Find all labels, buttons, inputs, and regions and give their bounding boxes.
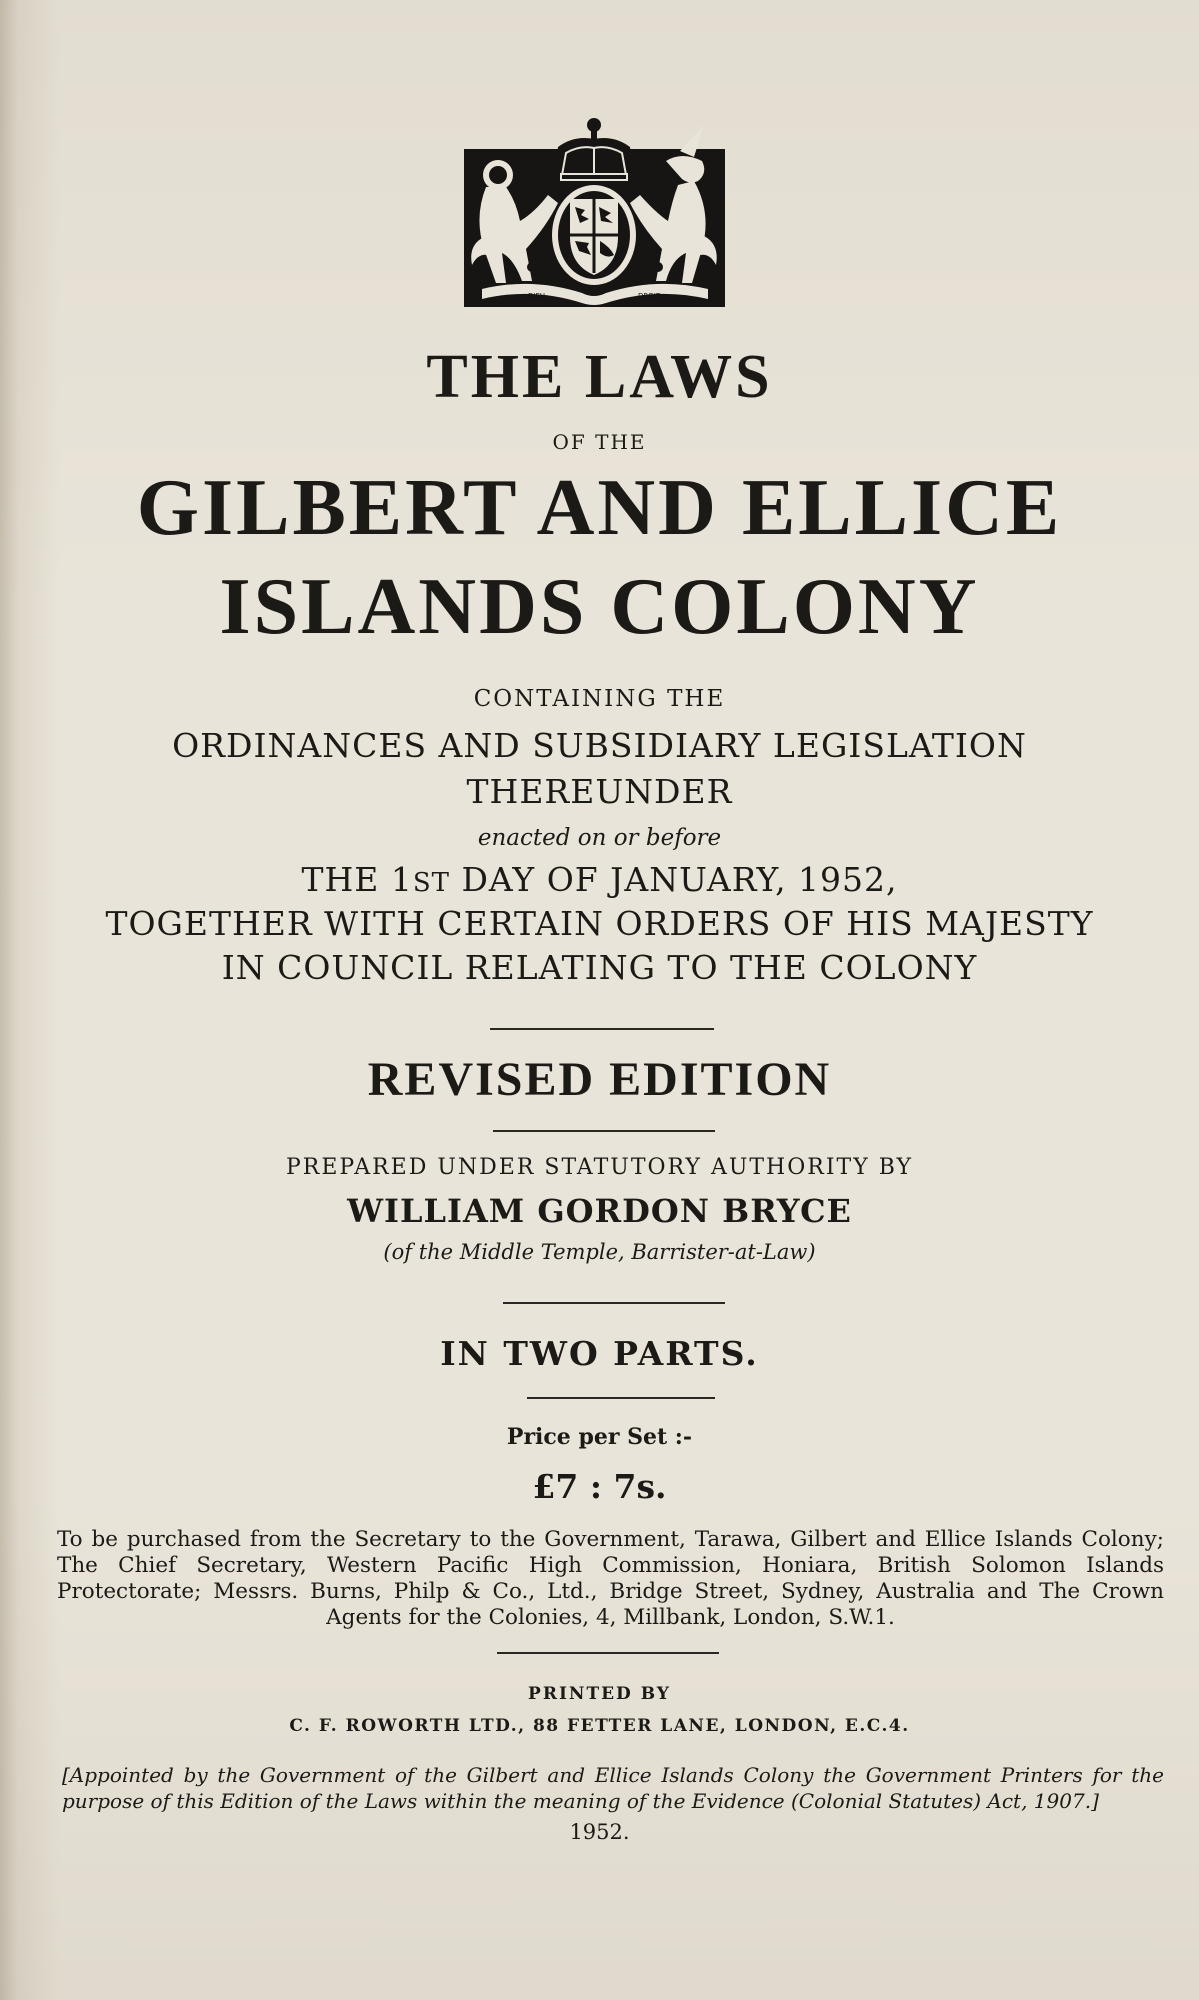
author-name: WILLIAM GORDON BRYCE <box>347 1192 852 1230</box>
printer-name: C. F. ROWORTH LTD., 88 FETTER LANE, LONDON, E.C.4. <box>289 1716 910 1736</box>
date-line <box>0 860 1199 899</box>
parts-line: IN TWO PARTS. <box>440 1334 759 1373</box>
appointment-note: [Appointed by the Government of the Gilbert and Ellice Islands Colony the Government Printers for the purpose of this Edition of the Laws within the meaning of the Evidence (Colonial Statutes) Act, 1907.] <box>62 1763 1164 1813</box>
date-prefix: THE 1 <box>301 860 413 899</box>
price-value: £7 : 7s. <box>532 1467 667 1506</box>
edition-heading: REVISED EDITION <box>367 1053 832 1106</box>
svg-text:DROIT: DROIT <box>638 292 661 300</box>
divider-rule <box>490 1028 714 1030</box>
title-line-2: GILBERT AND ELLICE <box>136 464 1063 552</box>
title-line-1: THE LAWS <box>426 343 773 411</box>
royal-coat-of-arms-icon <box>462 117 727 309</box>
price-label: Price per Set :- <box>506 1424 693 1450</box>
divider-rule <box>497 1652 719 1654</box>
purchase-info: To be purchased from the Secretary to the Government, Tarawa, Gilbert and Ellice Islands Colony; The Chief Secretary, Western Pacific High Commission, Honiara, British Solomon Islands Protectorate; Messrs. Burns, Philp & Co., Ltd., Bridge Street, Sydney, Australia and The Crown Agents for the Colonies, 4, Millbank, London, S.W.1. <box>57 1527 1164 1630</box>
thereunder-line: THEREUNDER <box>466 772 733 811</box>
enacted-line: enacted on or before <box>477 825 722 851</box>
divider-rule <box>503 1302 725 1304</box>
divider-rule <box>493 1130 715 1132</box>
title-of-the: OF THE <box>552 430 647 454</box>
divider-rule <box>527 1397 715 1399</box>
date-ordinal-suffix: ST <box>412 868 450 898</box>
together-line: TOGETHER WITH CERTAIN ORDERS OF HIS MAJESTY <box>105 904 1094 943</box>
ordinances-line: ORDINANCES AND SUBSIDIARY LEGISLATION <box>172 726 1027 765</box>
svg-text:DIEU: DIEU <box>528 292 546 300</box>
title-line-3: ISLANDS COLONY <box>219 563 980 651</box>
prepared-by-line: PREPARED UNDER STATUTORY AUTHORITY BY <box>285 1155 914 1180</box>
author-credentials: (of the Middle Temple, Barrister-at-Law) <box>383 1240 816 1264</box>
publication-year: 1952. <box>569 1820 630 1844</box>
printed-by-label: PRINTED BY <box>528 1684 671 1704</box>
date-rest: DAY OF JANUARY, 1952, <box>449 860 898 899</box>
council-line: IN COUNCIL RELATING TO THE COLONY <box>221 948 978 987</box>
containing-line: CONTAINING THE <box>473 686 726 712</box>
